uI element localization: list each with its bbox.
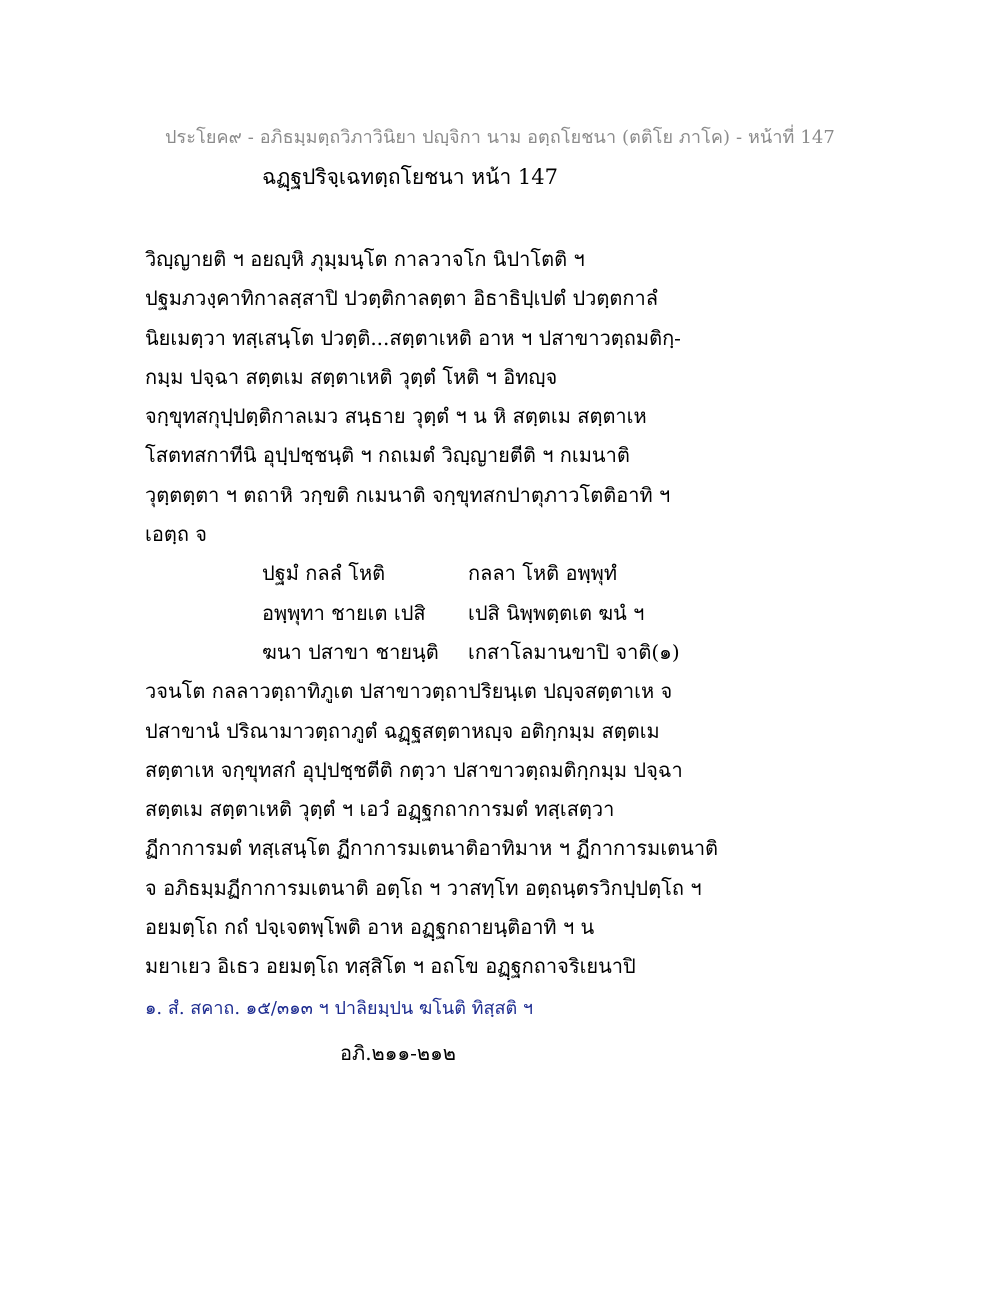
text-line: กมฺม ปจฺฉา สตฺตเม สตฺตาเหติ วุตฺตํ โหติ ฯ อิทญฺจ (145, 364, 558, 389)
text-line: โสตทสกาทีนิ อุปฺปชฺชนฺติ ฯ กถเมตํ วิญฺญายตีติ ฯ กเมนาติ (145, 443, 630, 468)
text-line: นิยเมตฺวา ทสฺเสนฺโต ปวตฺติ...สตฺตาเหติ อาห ฯ ปสาขาวตฺถมติกฺ- (145, 325, 681, 350)
text-line: จ อภิธมฺมฏีกาการมเตนาติ อตฺโถ ฯ วาสทฺโท อตฺถนฺตรวิกปฺปตฺโถ ฯ (145, 875, 702, 900)
verse-hemistich-first: ฆนา ปสาขา ชายนฺติ (262, 639, 439, 664)
verse-line (145, 633, 865, 672)
verse-hemistich-second: เปสิ นิพฺพตฺตเต ฆนํ ฯ (468, 600, 645, 625)
text-line: จกฺขุทสกุปฺปตฺติกาลเมว สนฺธาย วุตฺตํ ฯ น หิ สตฺตเม สตฺตาเห (145, 404, 647, 429)
verse-line (145, 594, 865, 633)
verse-hemistich-second: เกสาโลมานขาปิ จาติ(๑) (468, 639, 680, 664)
verse-hemistich-first: อพฺพุทา ชายเต เปสิ (262, 600, 426, 625)
body-text (145, 240, 865, 987)
text-line: ปฐมภวงฺคาทิกาลสฺสาปิ ปวตฺติกาลตฺตา อิธาธิปฺเปตํ ปวตฺตกาลํ (145, 286, 658, 311)
text-line: วุตฺตตฺตา ฯ ตถาหิ วกฺขติ กเมนาติ จกฺขุทสกปาตุภาวโตติอาทิ ฯ (145, 482, 671, 507)
text-line: ฏีกาการมตํ ทสฺเสนฺโต ฏีกาการมเตนาติอาทิมาห ฯ ฏีกาการมเตนาติ (145, 836, 719, 861)
verse-hemistich-first: ปฐมํ กลลํ โหติ (262, 561, 386, 586)
text-line: อยมตฺโถ กถํ ปจฺเจตพฺโพติ อาห อฏฺฐกถายนฺติอาทิ ฯ น (145, 915, 595, 940)
text-line: ปสาขานํ ปริณามาวตฺถาภูตํ ฉฏฺฐสตฺตาหญฺจ อติกฺกมฺม สตฺตเม (145, 718, 660, 743)
text-line: สตฺตเม สตฺตาเหติ วุตฺตํ ฯ เอวํ อฏฺฐกถาการมตํ ทสฺเสตฺวา (145, 797, 615, 822)
text-line: มยาเยว อิเธว อยมตฺโถ ทสฺสิโต ฯ อถโข อฏฺฐกถาจริเยนาปิ (145, 954, 636, 979)
text-line: วิญฺญายติ ฯ อยญฺหิ ภุมฺมนฺโต กาลวาจโก นิปาโตติ ฯ (145, 247, 585, 271)
footnote: ๑. สํ. สคาถ. ๑๕/๓๑๓ ฯ ปาลิยมฺปน ฆโนติ ทิสฺสติ ฯ (145, 998, 534, 1019)
page-reference: อภิ.๒๑๑-๒๑๒ (340, 1041, 456, 1065)
verse-hemistich-second: กลลา โหติ อพฺพุทํ (468, 561, 618, 586)
section-title: ฉฏฺฐปริจฺเฉทตฺถโยชนา หน้า 147 (262, 165, 558, 189)
running-header: ประโยค๙ - อภิธมฺมตฺถวิภาวินิยา ปญฺจิกา นาม อตฺถโยชนา (ตติโย ภาโค) - หน้าที่ 147 (165, 127, 835, 148)
verse-line (145, 554, 865, 593)
text-line: สตฺตาเห จกฺขุทสกํ อุปฺปชฺชตีติ กตฺวา ปสาขาวตฺถมติกฺกมฺม ปจฺฉา (145, 757, 683, 782)
text-line: เอตฺถ จ (145, 522, 208, 547)
text-line: วจนโต กลลาวตฺถาทิภูเต ปสาขาวตฺถาปริยนฺเต ปญฺจสตฺตาเห จ (145, 679, 673, 704)
